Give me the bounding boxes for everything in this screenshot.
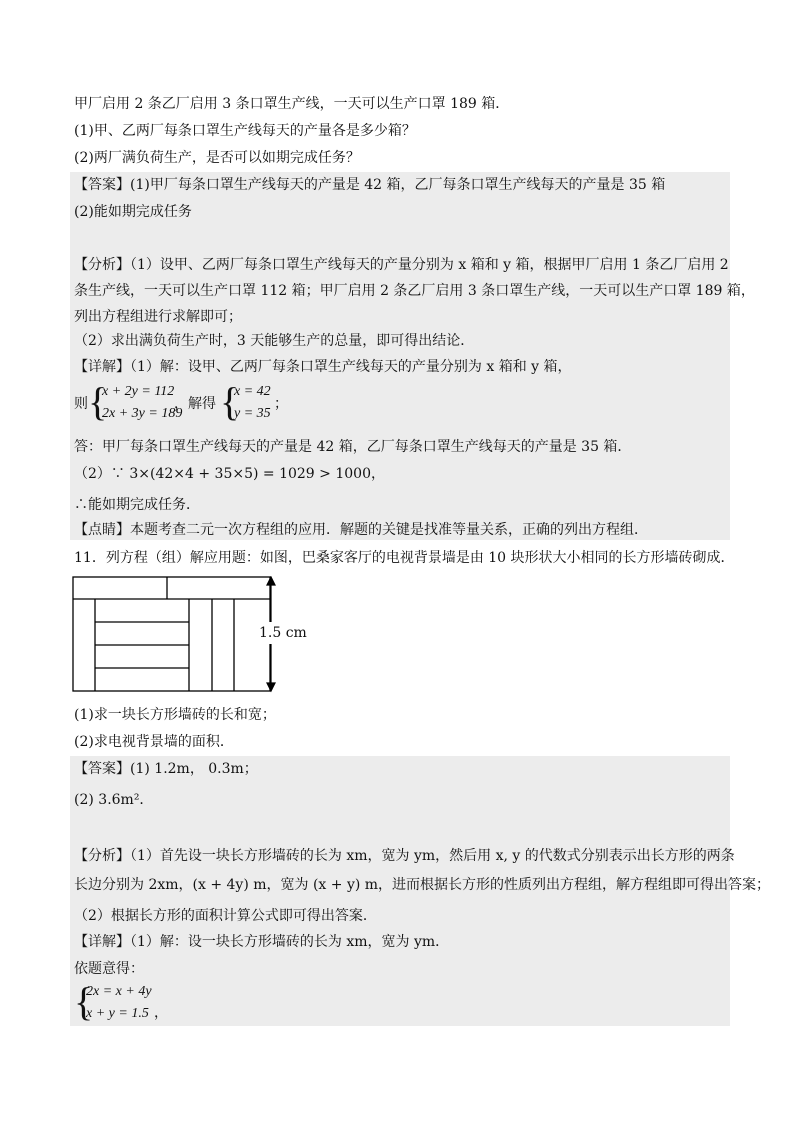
then-label: 则 bbox=[74, 396, 88, 412]
q11-analysis-2: 长边分别为 2xm，(x + 4y) m，宽为 (x + y) m，进而根据长方形的性质列出方程组，解方程组即可得出答案； bbox=[74, 877, 771, 893]
q11-answer-1: 【答案】(1) 1.2m， 0.3m； bbox=[74, 761, 258, 777]
q10-analysis-2: 条生产线，一天可以生产口罩 112 箱；甲厂启用 2 条乙厂启用 3 条口罩生产线，一天可以生产口罩 189 箱， bbox=[74, 283, 755, 299]
equation-2: x + y = 1.5 bbox=[86, 1006, 149, 1021]
wall-outline bbox=[73, 577, 270, 691]
q10-conclusion: ∴能如期完成任务． bbox=[74, 497, 200, 513]
dimension-label: 1.5 cm bbox=[258, 622, 308, 644]
q10-equation-system bbox=[74, 380, 374, 426]
left-brace: { bbox=[88, 379, 108, 424]
wall-figure bbox=[72, 576, 332, 694]
q11-question-1: (1)求一块长方形墙砖的长和宽； bbox=[74, 707, 276, 723]
q10-analysis-3: 列出方程组进行求解即可； bbox=[74, 309, 242, 325]
q11-equation-system bbox=[74, 979, 274, 1026]
q10-detail-1: 【详解】（1）解：设甲、乙两厂每条口罩生产线每天的产量分别为 x 箱和 y 箱， bbox=[74, 359, 572, 375]
q11-analysis-1: 【分析】（1）首先设一块长方形墙砖的长为 xm，宽为 ym，然后用 x, y 的代数式分别表示出长方形的两条 bbox=[74, 848, 735, 864]
solution-end: ； bbox=[274, 396, 288, 412]
equation-1: x + 2y = 112 bbox=[102, 384, 175, 399]
q10-part-2: （2）∵ 3×(42×4 + 35×5) = 1029 > 1000， bbox=[74, 466, 385, 482]
solution-y: y = 35 bbox=[234, 406, 271, 421]
arrow-head-bottom bbox=[267, 683, 275, 691]
system-end: ， bbox=[154, 1005, 168, 1021]
q10-question-1: (1)甲、乙两厂每条口罩生产线每天的产量各是多少箱？ bbox=[74, 123, 416, 139]
q11-answer-2: (2) 3.6m²． bbox=[74, 792, 154, 808]
left-brace: { bbox=[220, 379, 240, 424]
q10-question-2: (2)两厂满负荷生产，是否可以如期完成任务？ bbox=[74, 150, 360, 166]
solve-label: ，解得 bbox=[174, 396, 216, 412]
q10-analysis-4: （2）求出满负荷生产时，3 天能够生产的总量，即可得出结论． bbox=[74, 333, 475, 349]
q10-analysis-1: 【分析】（1）设甲、乙两厂每条口罩生产线每天的产量分别为 x 箱和 y 箱，根据甲厂启用 1 条乙厂启用 2 bbox=[74, 257, 729, 273]
q11-detail-1: 【详解】（1）解：设一块长方形墙砖的长为 xm，宽为 ym． bbox=[74, 934, 450, 950]
q11-analysis-3: （2）根据长方形的面积计算公式即可得出答案． bbox=[74, 908, 377, 924]
equation-2: 2x + 3y = 189 bbox=[102, 406, 183, 421]
q10-intro: 甲厂启用 2 条乙厂启用 3 条口罩生产线，一天可以生产口罩 189 箱． bbox=[74, 96, 510, 112]
arrow-head-top bbox=[267, 577, 275, 585]
q10-comment: 【点睛】本题考查二元一次方程组的应用．解题的关键是找准等量关系，正确的列出方程组． bbox=[74, 522, 648, 538]
q11-question-2: (2)求电视背景墙的面积． bbox=[74, 734, 234, 750]
solution-x: x = 42 bbox=[234, 384, 271, 399]
equation-1: 2x = x + 4y bbox=[86, 984, 152, 999]
q11-title: 11．列方程（组）解应用题：如图，巴桑家客厅的电视背景墙是由 10 块形状大小相同的长方形墙砖砌成． bbox=[74, 550, 735, 566]
q10-answer-2: (2)能如期完成任务 bbox=[74, 204, 192, 220]
q11-detail-2: 依题意得： bbox=[74, 961, 144, 977]
q10-answer-1: 【答案】(1)甲厂每条口罩生产线每天的产量是 42 箱，乙厂每条口罩生产线每天的产量是 35 箱 bbox=[74, 177, 666, 193]
left-brace: { bbox=[74, 979, 94, 1024]
q10-final-answer: 答：甲厂每条口罩生产线每天的产量是 42 箱，乙厂每条口罩生产线每天的产量是 35 箱． bbox=[74, 439, 632, 455]
